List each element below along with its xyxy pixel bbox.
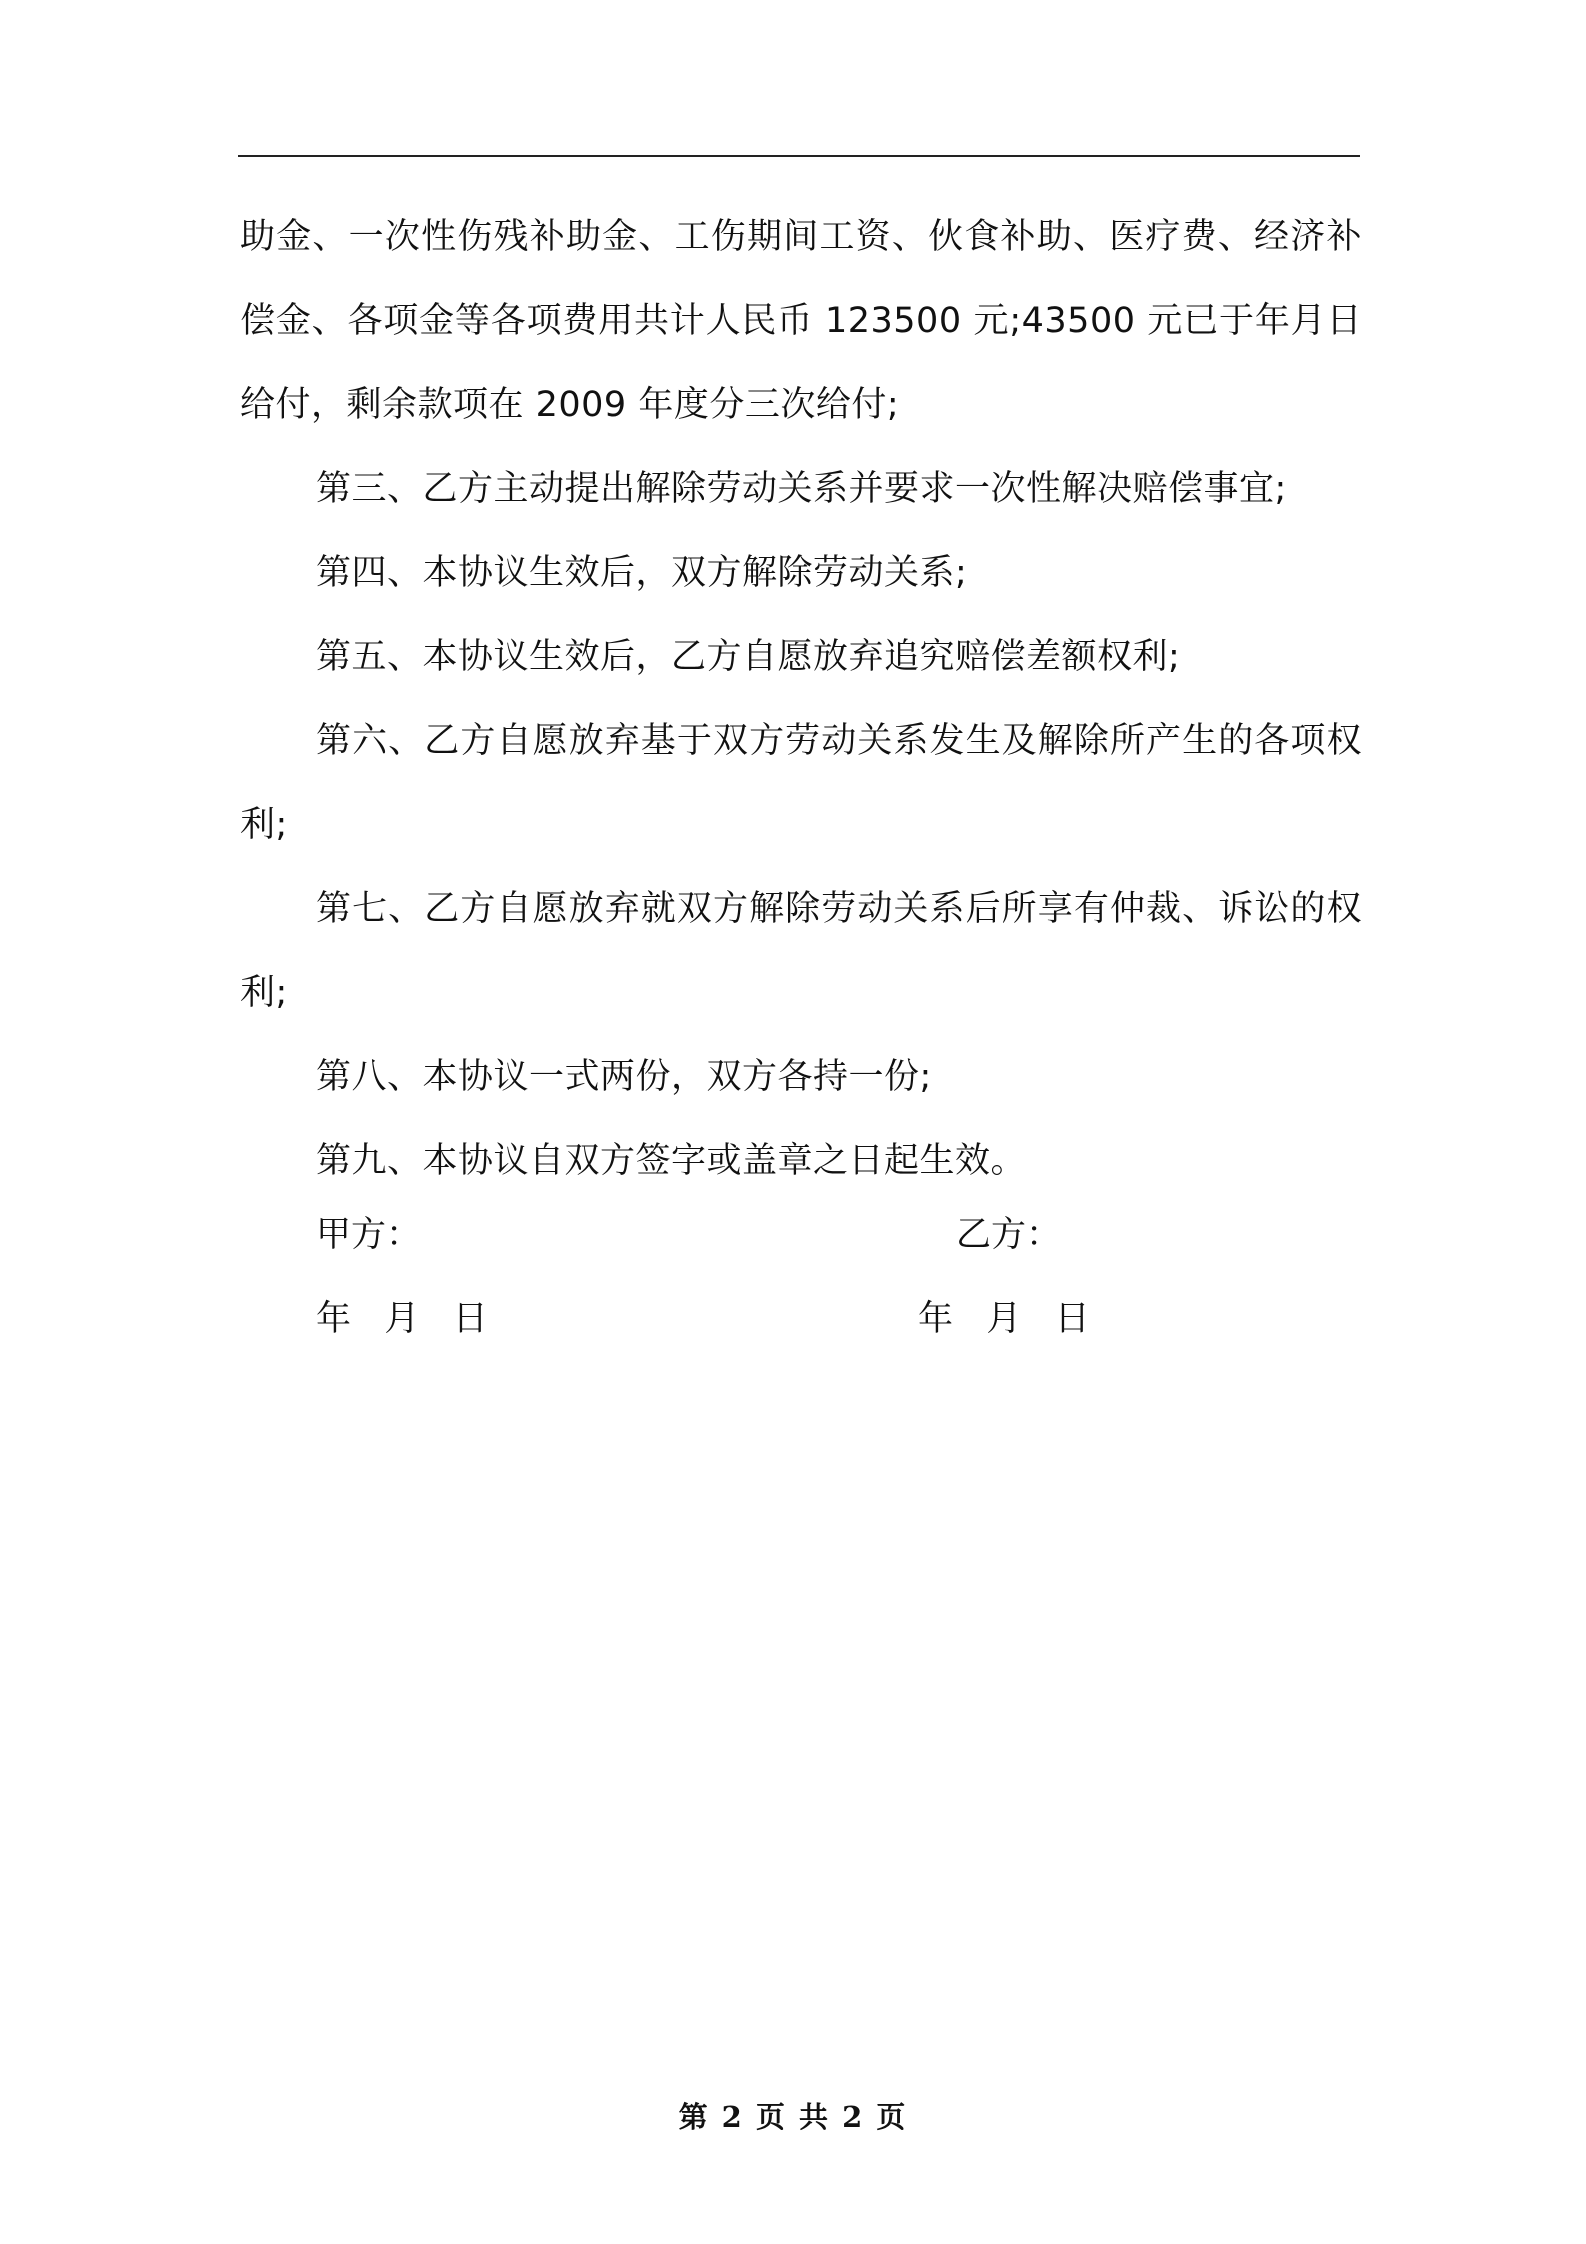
document-body bbox=[240, 195, 1362, 1203]
clause-5: 第五、本协议生效后，乙方自愿放弃追究赔偿差额权利; bbox=[316, 637, 1181, 677]
page-number-footer: 第 2 页 共 2 页 bbox=[678, 2100, 908, 2134]
party-b-label: 乙方： bbox=[956, 1215, 1062, 1255]
clause-9: 第九、本协议自双方签字或盖章之日起生效。 bbox=[316, 1141, 1027, 1181]
header-divider bbox=[238, 155, 1360, 157]
clause-6: 第六、乙方自愿放弃基于双方劳动关系发生及解除所产生的各项权利; bbox=[240, 721, 1362, 845]
party-b-date: 年 月 日 bbox=[918, 1299, 1090, 1339]
clause-3: 第三、乙方主动提出解除劳动关系并要求一次性解决赔偿事宜; bbox=[316, 469, 1287, 509]
party-a-label: 甲方： bbox=[316, 1215, 422, 1255]
party-a-date: 年 月 日 bbox=[316, 1299, 488, 1339]
paragraph-continuation: 助金、一次性伤残补助金、工伤期间工资、伙食补助、医疗费、经济补偿金、各项金等各项费用共计人民币 123500 元;43500 元已于年月日给付，剩余款项在 2009 年度分三次给付; bbox=[240, 217, 1362, 425]
clause-4: 第四、本协议生效后，双方解除劳动关系; bbox=[316, 553, 968, 593]
clause-8: 第八、本协议一式两份，双方各持一份; bbox=[316, 1057, 932, 1097]
clause-7: 第七、乙方自愿放弃就双方解除劳动关系后所享有仲裁、诉讼的权利; bbox=[240, 889, 1362, 1013]
